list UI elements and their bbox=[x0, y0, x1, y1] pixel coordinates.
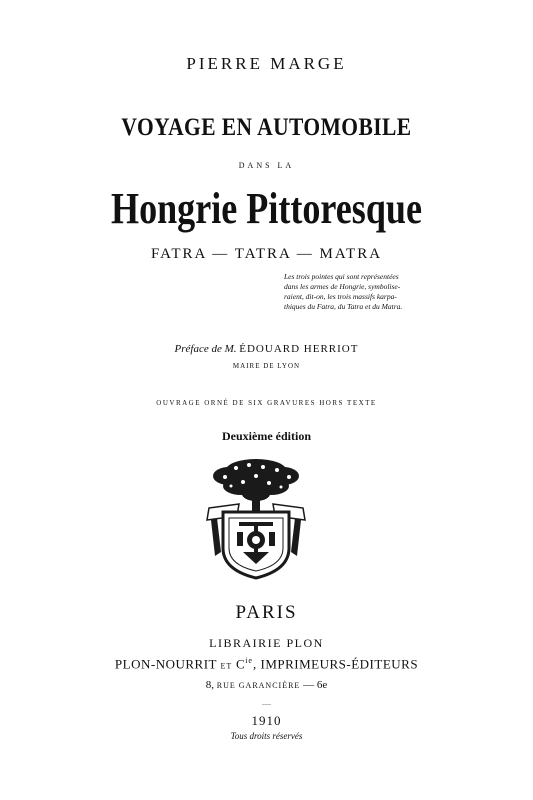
preface-credit bbox=[0, 343, 533, 355]
illustrations-note: OUVRAGE ORNÉ DE SIX GRAVURES HORS TEXTE bbox=[156, 399, 377, 407]
title-main: VOYAGE EN AUTOMOBILE bbox=[121, 114, 412, 141]
publisher-main: PLON-NOURRIT bbox=[114, 656, 217, 672]
preface-author: ÉDOUARD HERRIOT bbox=[239, 343, 359, 355]
author-name: PIERRE MARGE bbox=[186, 54, 347, 73]
epigraph-line: dans les armes de Hongrie, symbolise- bbox=[284, 282, 401, 291]
publication-year: 1910 bbox=[251, 713, 282, 728]
publisher-name: LIBRAIRIE PLON bbox=[209, 636, 324, 650]
address-street: RUE GARANCIÈRE bbox=[216, 681, 301, 690]
rights-notice: Tous droits réservés bbox=[230, 731, 303, 741]
epigraph-line: raient, dit-on, les trois massifs karpa- bbox=[284, 292, 397, 301]
epigraph-line: thiques du Fatra, du Tatra et du Matra. bbox=[284, 302, 403, 311]
subtitle: FATRA — TATRA — MATRA bbox=[150, 246, 383, 262]
edition-label: Deuxième édition bbox=[222, 429, 311, 443]
publisher-co-sup: ie bbox=[245, 656, 253, 665]
publisher-trade: , IMPRIMEURS-ÉDITEURS bbox=[252, 656, 419, 672]
title-connector: DANS LA bbox=[238, 161, 295, 170]
preface-prefix: Préface de M. bbox=[174, 343, 237, 355]
epigraph-line: Les trois pointes qui sont représentées bbox=[284, 272, 399, 281]
publisher-co: C bbox=[236, 656, 246, 672]
publication-city: PARIS bbox=[235, 602, 298, 623]
publisher-address bbox=[0, 679, 533, 691]
publisher-firm bbox=[0, 656, 533, 672]
publisher-device-tree-shield-icon bbox=[201, 456, 311, 581]
address-number: 8, bbox=[205, 679, 215, 691]
publisher-et: ET bbox=[220, 661, 233, 671]
separator: — bbox=[262, 699, 271, 709]
title-subject: Hongrie Pittoresque bbox=[111, 184, 422, 233]
address-arrondissement: — 6e bbox=[303, 679, 328, 691]
preface-author-role: MAIRE DE LYON bbox=[232, 362, 301, 370]
epigraph bbox=[284, 272, 464, 312]
